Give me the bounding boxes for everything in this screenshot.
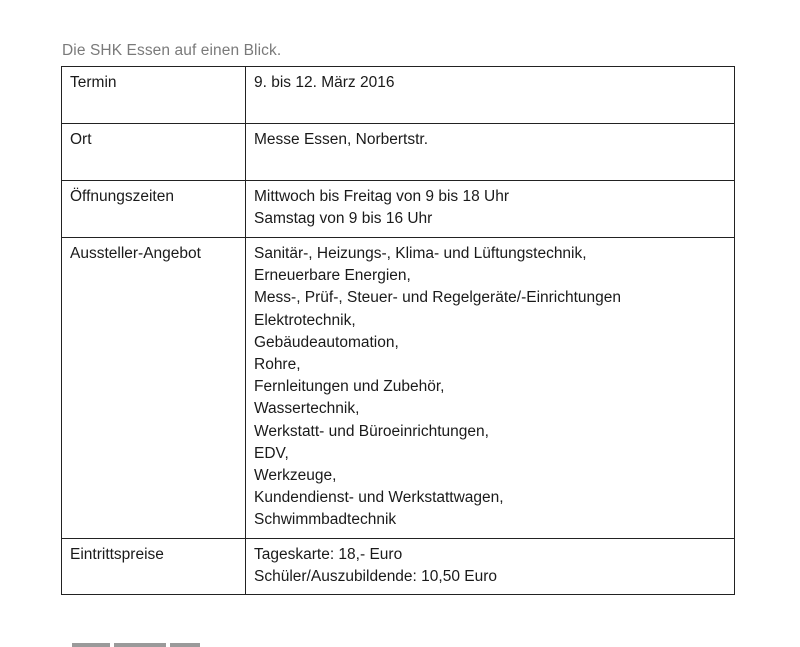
row-value: [246, 181, 735, 238]
value-line: Schwimmbadtechnik: [254, 511, 397, 529]
row-label: Termin: [62, 67, 246, 124]
row-label: Eintrittspreise: [62, 538, 246, 594]
value-line: Fernleitungen und Zubehör,: [254, 378, 445, 396]
value-line: Mittwoch bis Freitag von 9 bis 18 Uhr: [254, 188, 509, 205]
value-line: Rohre,: [254, 356, 301, 374]
value-line: 9. bis 12. März 2016: [254, 74, 395, 91]
value-line: Gebäudeautomation,: [254, 333, 399, 351]
row-value: [246, 238, 735, 539]
value-line: Messe Essen, Norbertstr.: [254, 131, 429, 148]
row-label: Öffnungszeiten: [62, 181, 246, 238]
cropped-footer-text-fragment: [72, 640, 222, 647]
value-line: Schüler/Auszubildende: 10,50 Euro: [254, 567, 497, 585]
table-caption: Die SHK Essen auf einen Blick.: [62, 42, 282, 59]
table-row-aussteller-angebot: [62, 238, 735, 539]
value-line: EDV,: [254, 444, 289, 462]
row-value: [246, 538, 735, 594]
value-line: Tageskarte: 18,- Euro: [254, 545, 403, 563]
value-line: Wassertechnik,: [254, 400, 360, 418]
row-value: [246, 67, 735, 124]
value-line: Kundendienst- und Werkstattwagen,: [254, 489, 504, 507]
table-row-termin: [62, 67, 735, 124]
value-line: Elektrotechnik,: [254, 311, 356, 329]
row-value: [246, 124, 735, 181]
value-line: Werkstatt- und Büroeinrichtungen,: [254, 422, 489, 440]
table-row-eintrittspreise: [62, 538, 735, 594]
value-line: Sanitär-, Heizungs-, Klima- und Lüftungstechnik,: [254, 245, 587, 262]
event-facts-table: [61, 66, 735, 595]
row-label: Aussteller-Angebot: [62, 238, 246, 539]
value-line: Werkzeuge,: [254, 467, 337, 485]
value-line: Erneuerbare Energien,: [254, 267, 411, 285]
value-line: Samstag von 9 bis 16 Uhr: [254, 210, 433, 228]
table-row-oeffnungszeiten: [62, 181, 735, 238]
value-line: Mess-, Prüf-, Steuer- und Regelgeräte/-Einrichtungen: [254, 289, 622, 307]
row-label: Ort: [62, 124, 246, 181]
table-row-ort: [62, 124, 735, 181]
